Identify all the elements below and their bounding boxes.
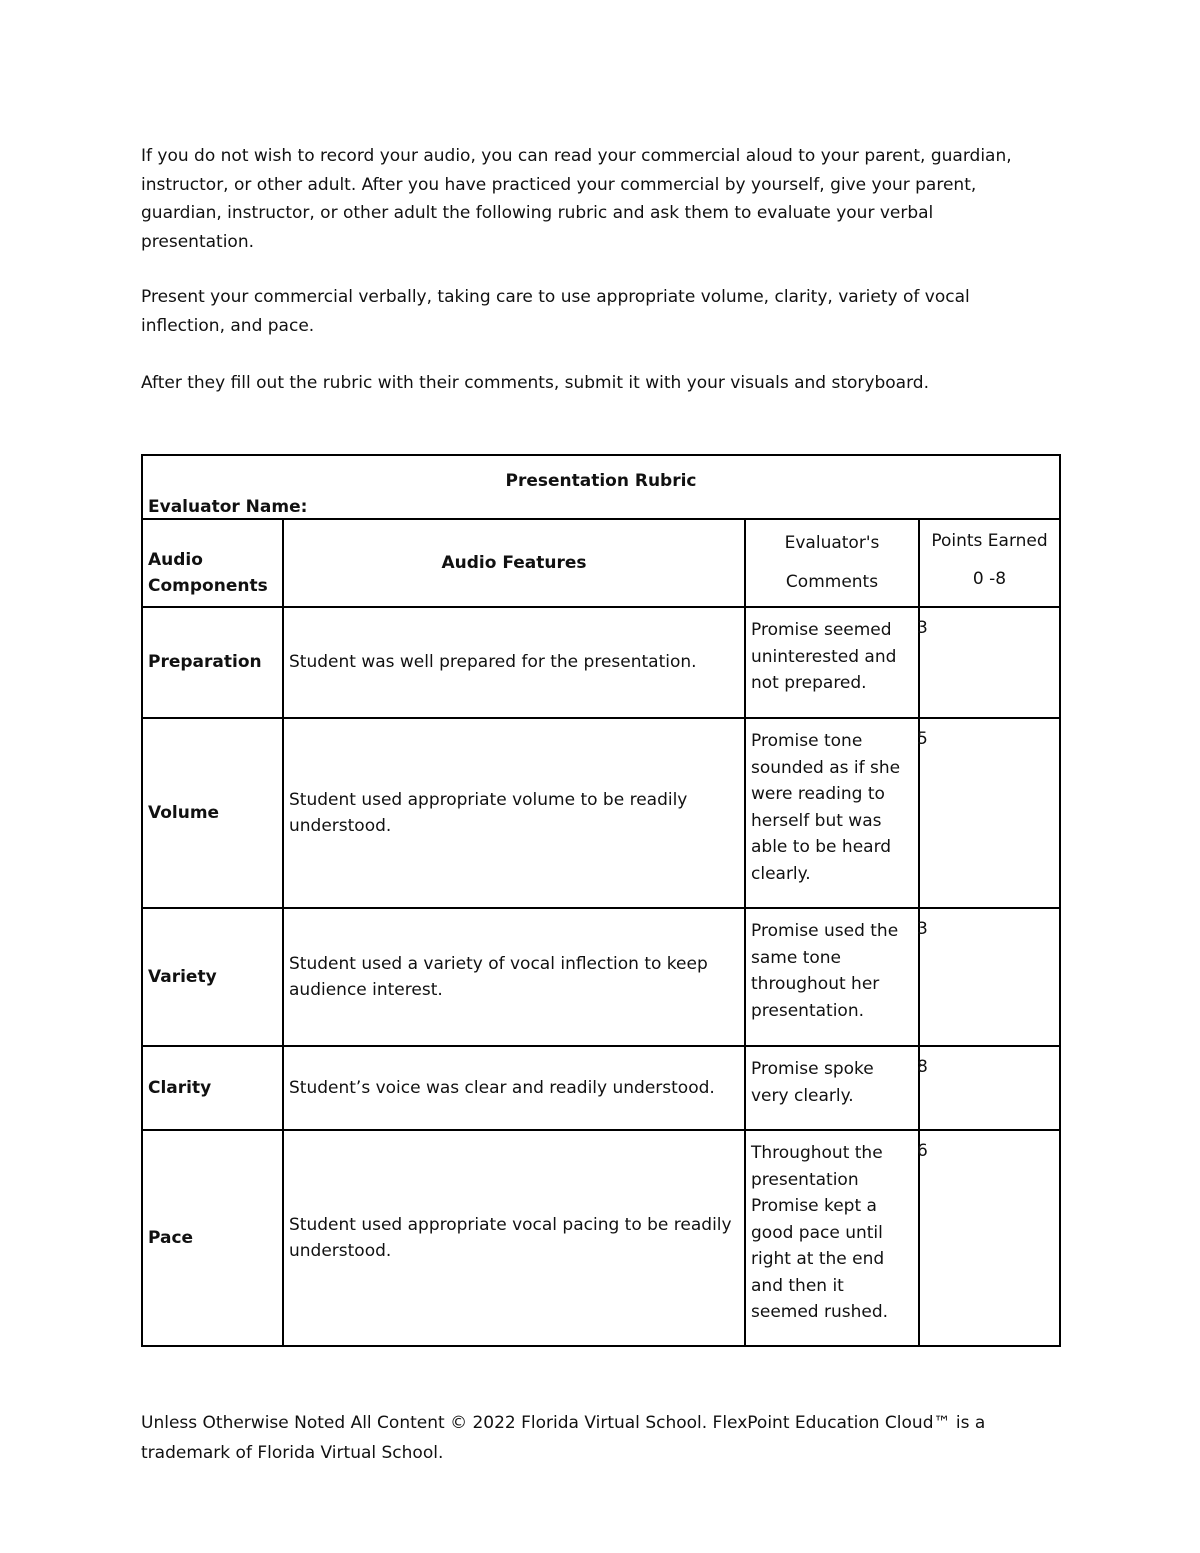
intro-paragraph-3: After they fill out the rubric with their comments, submit it with your visuals and storyboard. — [141, 373, 929, 393]
rubric-title-cell — [142, 455, 1060, 519]
table-row — [142, 1130, 1060, 1346]
feature-text: Student used a variety of vocal inflection to keep audience interest. — [283, 908, 745, 1046]
header-comments-line-1: Evaluator's — [784, 533, 880, 553]
table-row — [142, 1046, 1060, 1130]
points-earned-cell — [919, 1130, 1060, 1346]
points-earned-cell — [919, 607, 1060, 718]
header-points-earned — [919, 519, 1060, 607]
header-points-line-1: Points Earned — [931, 531, 1048, 551]
component-label: Preparation — [142, 607, 283, 718]
points-earned: 6 — [917, 1141, 928, 1161]
header-points-line-2: 0 -8 — [972, 569, 1007, 589]
rubric-title-row — [142, 455, 1060, 519]
header-audio-components: Audio Components — [142, 519, 283, 607]
points-earned-cell — [919, 908, 1060, 1046]
points-earned-cell — [919, 718, 1060, 908]
evaluator-name-label: Evaluator Name: — [148, 497, 308, 517]
intro-paragraph-1: If you do not wish to record your audio, you can read your commercial aloud to your parent, guardian, instructor, or other adult. After you have practiced your commercial by yourself, give your parent, guardian, instructor, or other adult the following rubric and ask them to evaluate your verbal presentation. — [141, 146, 1012, 252]
evaluator-comment: Promise used the same tone throughout her presentation. — [745, 908, 919, 1046]
table-row — [142, 908, 1060, 1046]
component-label: Clarity — [142, 1046, 283, 1130]
table-row — [142, 607, 1060, 718]
points-earned: 3 — [917, 919, 928, 939]
feature-text: Student was well prepared for the presentation. — [283, 607, 745, 718]
points-earned: 8 — [917, 1057, 928, 1077]
feature-text: Student used appropriate volume to be readily understood. — [283, 718, 745, 908]
rubric-header-row — [142, 519, 1060, 607]
table-row — [142, 718, 1060, 908]
component-label: Pace — [142, 1130, 283, 1346]
header-evaluator-comments — [745, 519, 919, 607]
points-earned: 5 — [917, 729, 928, 749]
points-earned: 3 — [917, 618, 928, 638]
presentation-rubric-table — [141, 454, 1061, 1347]
evaluator-comment: Promise seemed uninterested and not prepared. — [745, 607, 919, 718]
evaluator-comment: Promise tone sounded as if she were reading to herself but was able to be heard clearly. — [745, 718, 919, 908]
header-audio-features: Audio Features — [283, 519, 745, 607]
component-label: Volume — [142, 718, 283, 908]
header-comments-line-2: Comments — [785, 572, 879, 592]
component-label: Variety — [142, 908, 283, 1046]
evaluator-comment: Promise spoke very clearly. — [745, 1046, 919, 1130]
evaluator-comment: Throughout the presentation Promise kept a good pace until right at the end and then it seemed rushed. — [745, 1130, 919, 1346]
copyright-footer: Unless Otherwise Noted All Content © 2022 Florida Virtual School. FlexPoint Education Cloud™ is a trademark of Florida Virtual School. — [141, 1413, 986, 1463]
feature-text: Student used appropriate vocal pacing to be readily understood. — [283, 1130, 745, 1346]
feature-text: Student’s voice was clear and readily understood. — [283, 1046, 745, 1130]
intro-paragraph-2: Present your commercial verbally, taking care to use appropriate volume, clarity, variety of vocal inflection, and pace. — [141, 287, 970, 336]
rubric-title: Presentation Rubric — [505, 471, 697, 491]
points-earned-cell — [919, 1046, 1060, 1130]
